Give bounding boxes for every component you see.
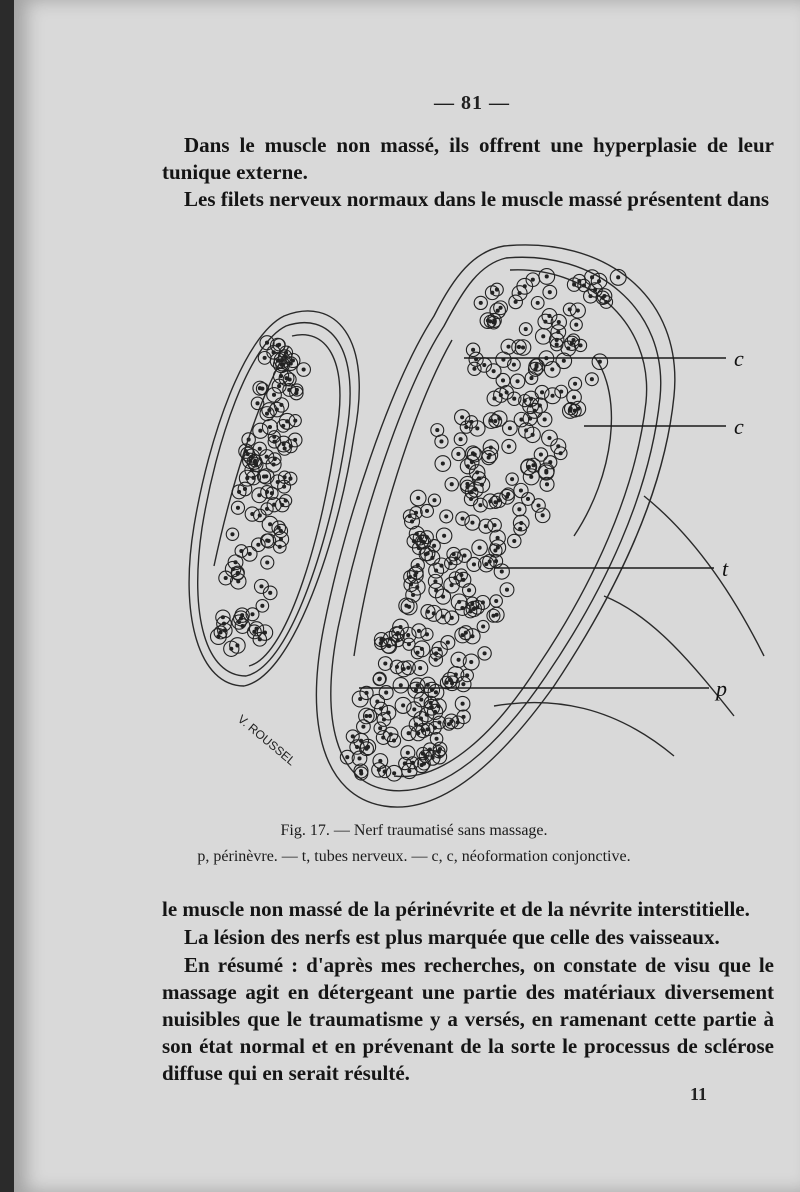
nerve-cell-nucleus [461,416,464,419]
nerve-cell-nucleus [412,540,415,543]
nerve-cell-nucleus [393,739,396,742]
nerve-cell-nucleus [527,465,530,468]
nerve-cell-nucleus [449,562,452,565]
nerve-cell-nucleus [416,651,419,654]
nerve-cell-nucleus [500,570,503,573]
nerve-cell-nucleus [489,320,492,323]
nerve-cell-nucleus [511,478,514,481]
label-c-2: c [734,414,744,439]
nerve-cell-nucleus [491,291,494,294]
nerve-cell-nucleus [382,736,385,739]
nerve-cell-nucleus [266,539,269,542]
nerve-cell-nucleus [494,501,497,504]
nerve-cell-nucleus [399,684,402,687]
nerve-cell-nucleus [569,409,572,412]
nerve-cell-nucleus [523,285,526,288]
nerve-cell-nucleus [435,569,438,572]
nerve-cell-nucleus [472,607,475,610]
nerve-cell-nucleus [461,517,464,520]
nerve-cell-nucleus [507,445,510,448]
nerve-cell-nucleus [496,546,499,549]
paragraph-2 [162,186,774,213]
nerve-cell-nucleus [457,658,460,661]
nerve-cell-nucleus [346,756,349,759]
nerve-cell-nucleus [541,391,544,394]
nerve-cell-nucleus [468,589,471,592]
nerve-cell-nucleus [283,476,286,479]
nerve-cell-nucleus [351,735,354,738]
nerve-cell-nucleus [522,346,525,349]
nerve-cell-nucleus [495,613,498,616]
nerve-cell-nucleus [420,647,423,650]
nerve-cell-nucleus [238,621,241,624]
label-t: t [722,556,729,581]
nerve-cell-nucleus [489,446,492,449]
nerve-cell-nucleus [531,278,534,281]
nerve-cell-nucleus [379,759,382,762]
nerve-cell-nucleus [505,588,508,591]
nerve-cell-nucleus [260,585,263,588]
nerve-cell-nucleus [474,488,477,491]
nerve-cell-nucleus [516,380,519,383]
nerve-cell-nucleus [493,524,496,527]
nerve-cell-nucleus [462,683,465,686]
nerve-cell-nucleus [441,462,444,465]
nerve-cell-nucleus [557,321,560,324]
nerve-cell-nucleus [417,629,420,632]
nerve-cell-nucleus [379,727,382,730]
nerve-cell-nucleus [492,321,495,324]
nerve-cell-nucleus [496,536,499,539]
nerve-cell-nucleus [464,631,467,634]
nerve-cell-nucleus [302,368,305,371]
nerve-cell-nucleus [583,284,586,287]
nerve-cell-nucleus [409,575,412,578]
nerve-cell-nucleus [384,662,387,665]
nerve-cell-nucleus [415,723,418,726]
nerve-cell-nucleus [385,691,388,694]
nerve-cell-nucleus [224,577,227,580]
paragraph-4 [162,924,774,951]
nerve-cell-nucleus [531,433,534,436]
nerve-cell-nucleus [237,580,240,583]
nerve-cell-nucleus [294,419,297,422]
nerve-cell-nucleus [379,642,382,645]
nerve-cell-nucleus [376,700,379,703]
nerve-cell-nucleus [450,584,453,587]
nerve-cell-nucleus [251,513,254,516]
nerve-cell-nucleus [273,435,276,438]
nerve-cell-nucleus [543,418,546,421]
nerve-cell-nucleus [405,604,408,607]
nerve-cell-nucleus [548,291,551,294]
nerve-cell-nucleus [408,515,411,518]
nerve-cell-nucleus [573,396,576,399]
nerve-cell-nucleus [502,379,505,382]
nerve-cell-nucleus [278,343,281,346]
nerve-cell-nucleus [494,420,497,423]
nerve-cell-nucleus [482,625,485,628]
nerve-cell-nucleus [457,452,460,455]
left-nerve-cells [210,336,310,657]
nerve-cell-nucleus [258,494,261,497]
nerve-cell-nucleus [413,708,416,711]
nerve-cell-nucleus [416,564,419,567]
nerve-cell-nucleus [285,377,288,380]
nerve-cell-nucleus [555,343,558,346]
main-nerve-cells [340,269,626,781]
paragraph-2-text: Les filets nerveux normaux dans le muscle massé présentent dans [184,187,770,211]
nerve-cell-nucleus [536,301,539,304]
nerve-cell-nucleus [247,438,250,441]
nerve-cell-nucleus [483,652,486,655]
nerve-cell-nucleus [507,345,510,348]
nerve-cell-nucleus [476,427,479,430]
nerve-cell-nucleus [598,360,601,363]
nerve-cell-nucleus [471,602,474,605]
nerve-cell-nucleus [421,729,424,732]
nerve-cell-nucleus [489,500,492,503]
nerve-cell-nucleus [534,368,537,371]
nerve-cell-nucleus [466,674,469,677]
nerve-cell-nucleus [281,359,284,362]
nerve-cell-nucleus [573,409,576,412]
nerve-cell-nucleus [485,563,488,566]
nerve-cell-nucleus [520,418,523,421]
nerve-cell-nucleus [557,330,560,333]
nerve-cell-nucleus [272,351,275,354]
nerve-cell-nucleus [255,627,258,630]
nerve-cell-nucleus [359,770,362,773]
nerve-cell-nucleus [358,757,361,760]
nerve-cell-nucleus [560,390,563,393]
nerve-cell-nucleus [240,617,243,620]
nerve-cell-nucleus [526,497,529,500]
nerve-cell-nucleus [492,370,495,373]
paragraph-1 [162,132,774,186]
nerve-cell-nucleus [380,638,383,641]
nerve-cell-nucleus [253,630,256,633]
nerve-cell-nucleus [545,275,548,278]
nerve-cell-nucleus [472,348,475,351]
nerve-cell-nucleus [473,367,476,370]
nerve-cell-nucleus [541,514,544,517]
nerve-cell-nucleus [506,495,509,498]
nerve-cell-nucleus [249,459,252,462]
nerve-cell-nucleus [414,574,417,577]
nerve-cell-nucleus [395,633,398,636]
nerve-cell-nucleus [452,553,455,556]
paragraph-5-text: En résumé : d'après mes recherches, on constate de visu que le massage agit en détergeant une partie des matériaux diversement nuisibles que le traumatisme y a versés, en ramenant cette partie à son état normal et en prévenant de la sorte le processus de sclérose diffuse qui en serait résulté. [162,953,774,1085]
signature-mark: 11 [690,1084,708,1104]
nerve-cell-nucleus [419,667,422,670]
nerve-cell-nucleus [408,769,411,772]
illustrator-signature: V. ROUSSEL [235,712,299,769]
nerve-cell-nucleus [266,561,269,564]
nerve-cell-nucleus [590,378,593,381]
nerve-cell-nucleus [461,634,464,637]
nerve-cell-nucleus [499,306,502,309]
nerve-cell-nucleus [458,600,461,603]
nerve-cell-nucleus [258,638,261,641]
nerve-cell-nucleus [478,546,481,549]
nerve-cell-nucleus [246,477,249,480]
nerve-cell-nucleus [459,438,462,441]
nerve-cell-nucleus [483,364,486,367]
nerve-cell-nucleus [434,658,437,661]
nerve-cell-nucleus [446,641,449,644]
nerve-cell-nucleus [278,545,281,548]
nerve-cell-nucleus [268,426,271,429]
nerve-cell-nucleus [524,328,527,331]
nerve-cell-nucleus [487,456,490,459]
nerve-cell-nucleus [466,465,469,468]
nerve-cell-nucleus [495,600,498,603]
nerve-cell-nucleus [280,363,283,366]
nerve-cell-nucleus [440,440,443,443]
nerve-cell-nucleus [236,506,239,509]
nerve-cell-nucleus [496,309,499,312]
nerve-cell-nucleus [579,344,582,347]
nerve-cell-nucleus [406,751,409,754]
nerve-cell-nucleus [261,604,264,607]
nerve-cell-nucleus [266,507,269,510]
nerve-cell-nucleus [538,404,541,407]
nerve-cell-nucleus [284,499,287,502]
nerve-cell-nucleus [445,681,448,684]
nerve-cell-nucleus [362,725,365,728]
nerve-cell-nucleus [250,455,253,458]
nerve-cell-nucleus [360,739,363,742]
nerve-cell-nucleus [291,359,294,362]
nerve-cell-nucleus [479,301,482,304]
nerve-cell-nucleus [539,453,542,456]
nerve-cell-nucleus [429,701,432,704]
nerve-cell-nucleus [223,629,226,632]
nerve-cell-nucleus [476,471,479,474]
nerve-cell-nucleus [530,377,533,380]
nerve-cell-nucleus [263,356,266,359]
nerve-cell-nucleus [426,509,429,512]
nerve-cell-nucleus [551,394,554,397]
nerve-cell-nucleus [433,499,436,502]
nerve-cell-nucleus [434,710,437,713]
nerve-cell-nucleus [417,497,420,500]
nerve-cell-nucleus [257,543,260,546]
nerve-cell-nucleus [518,508,521,511]
nerve-cell-nucleus [514,300,517,303]
nerve-cell-nucleus [383,770,386,773]
nerve-cell-nucleus [254,459,257,462]
nerve-cell-nucleus [258,387,261,390]
nerve-cell-nucleus [395,665,398,668]
nerve-cell-nucleus [433,544,436,547]
nerve-cell-nucleus [598,280,601,283]
nerve-cell-nucleus [434,691,437,694]
figure-caption-line-1: Fig. 17. — Nerf traumatisé sans massage. [280,822,548,839]
nerve-cell-nucleus [471,452,474,455]
nerve-cell-nucleus [493,397,496,400]
nerve-cell-nucleus [256,402,259,405]
nerve-cell-nucleus [369,714,372,717]
paragraph-1-text: Dans le muscle non massé, ils offrent une hyperplasie de leur tunique externe. [162,133,774,184]
nerve-cell-nucleus [463,554,466,557]
page-number: — 81 — [434,92,510,114]
nerve-cell-nucleus [570,342,573,345]
nerve-cell-nucleus [277,359,280,362]
nerve-cell-nucleus [270,492,273,495]
nerve-cell-nucleus [276,480,279,483]
nerve-cell-nucleus [416,684,419,687]
nerve-cell-nucleus [484,525,487,528]
nerve-cell-nucleus [617,276,620,279]
nerve-cell-nucleus [266,412,269,415]
paragraph-3: le muscle non massé de la périnévrite et de la névrite interstitielle. [162,897,750,921]
nerve-cell-nucleus [573,283,576,286]
nerve-cell-nucleus [562,359,565,362]
nerve-cell-nucleus [443,534,446,537]
nerve-cell-nucleus [426,610,429,613]
nerve-cell-nucleus [387,711,390,714]
nerve-cell-nucleus [542,335,545,338]
nerve-cell-nucleus [426,552,429,555]
nerve-cell-nucleus [435,589,438,592]
nerve-cell-nucleus [238,490,241,493]
nerve-cell-nucleus [519,489,522,492]
nerve-cell-nucleus [471,521,474,524]
nerve-cell-nucleus [279,529,282,532]
nerve-cell-nucleus [512,363,515,366]
nerve-cell-nucleus [462,578,465,581]
nerve-cell-nucleus [517,345,520,348]
nerve-cell-nucleus [505,391,508,394]
nerve-cell-nucleus [548,437,551,440]
nerve-cell-nucleus [248,552,251,555]
nerve-cell-nucleus [513,540,516,543]
nerve-cell-nucleus [286,420,289,423]
nerve-cell-nucleus [231,533,234,536]
nerve-cell-nucleus [359,698,362,701]
nerve-cell-nucleus [546,483,549,486]
nerve-cell-nucleus [259,429,262,432]
paragraph-5 [162,952,774,1087]
nerve-cell-nucleus [378,677,381,680]
nerve-cell-nucleus [438,648,441,651]
nerve-cell-nucleus [574,382,577,385]
nerve-cell-nucleus [508,427,511,430]
nerve-cell-nucleus [415,689,418,692]
nerve-cell-nucleus [266,341,269,344]
nerve-cell-nucleus [494,549,497,552]
nerve-cell-nucleus [545,469,548,472]
nerve-cell-nucleus [232,568,235,571]
nerve-cell-nucleus [273,393,276,396]
nerve-cell-nucleus [470,661,473,664]
nerve-cell-nucleus [258,447,261,450]
nerve-cell-nucleus [289,445,292,448]
nerve-cell-nucleus [470,497,473,500]
nerve-cell-nucleus [278,385,281,388]
nerve-cell-nucleus [488,560,491,563]
nerve-cell-nucleus [230,647,233,650]
label-p: p [716,676,727,701]
nerve-cell-nucleus [450,720,453,723]
nerve-cell-nucleus [450,483,453,486]
nerve-cell-nucleus [603,295,606,298]
nerve-cell-nucleus [402,704,405,707]
nerve-cell-nucleus [365,714,368,717]
nerve-cell-nucleus [575,323,578,326]
nerve-cell-nucleus [568,308,571,311]
nerve-cell-nucleus [295,392,298,395]
nerve-cell-nucleus [548,314,551,317]
nerve-cell-nucleus [420,698,423,701]
nerve-cell-nucleus [407,732,410,735]
nerve-cell-nucleus [492,614,495,617]
nerve-cell-nucleus [416,586,419,589]
nerve-cell-nucleus [431,756,434,759]
nerve-cell-nucleus [273,503,276,506]
nerve-cell-nucleus [273,457,276,460]
label-c-1: c [734,346,744,371]
nerve-cell-nucleus [470,420,473,423]
nerve-cell-nucleus [263,475,266,478]
nerve-cell-nucleus [265,455,268,458]
nerve-cell-nucleus [445,515,448,518]
nerve-cell-nucleus [537,504,540,507]
nerve-cell-nucleus [447,723,450,726]
nerve-cell-nucleus [549,461,552,464]
nerve-cell-nucleus [519,527,522,530]
nerve-cell-nucleus [434,580,437,583]
nerve-cell-nucleus [498,417,501,420]
nerve-cell-nucleus [407,634,410,637]
nerve-cell-nucleus [436,429,439,432]
nerve-cell-nucleus [407,666,410,669]
figure-caption-line-2: p, périnèvre. — t, tubes nerveux. — c, c, néoformation conjonctive. [197,848,631,865]
nerve-cell-nucleus [219,631,222,634]
nerve-cell-nucleus [472,563,475,566]
nerve-cell-nucleus [551,368,554,371]
nerve-cell-nucleus [430,688,433,691]
book-page [14,0,800,1192]
nerve-cell-nucleus [442,615,445,618]
nerve-cell-nucleus [438,721,441,724]
nerve-cell-nucleus [448,679,451,682]
nerve-cell-nucleus [479,504,482,507]
nerve-cell-nucleus [532,464,535,467]
nerve-cell-nucleus [530,397,533,400]
nerve-cell-nucleus [269,523,272,526]
nerve-cell-nucleus [572,339,575,342]
nerve-cell-nucleus [435,737,438,740]
nerve-cell-nucleus [513,397,516,400]
nerve-cell-nucleus [461,702,464,705]
nerve-cell-nucleus [269,591,272,594]
nerve-cell-nucleus [393,772,396,775]
nerve-cell-nucleus [251,613,254,616]
nerve-cell-nucleus [576,309,579,312]
nerve-cell-nucleus [557,445,560,448]
nerve-cell-nucleus [530,475,533,478]
paragraph-4-text: La lésion des nerfs est plus marquée que celle des vaisseaux. [184,925,720,949]
nerve-cell-nucleus [280,403,283,406]
